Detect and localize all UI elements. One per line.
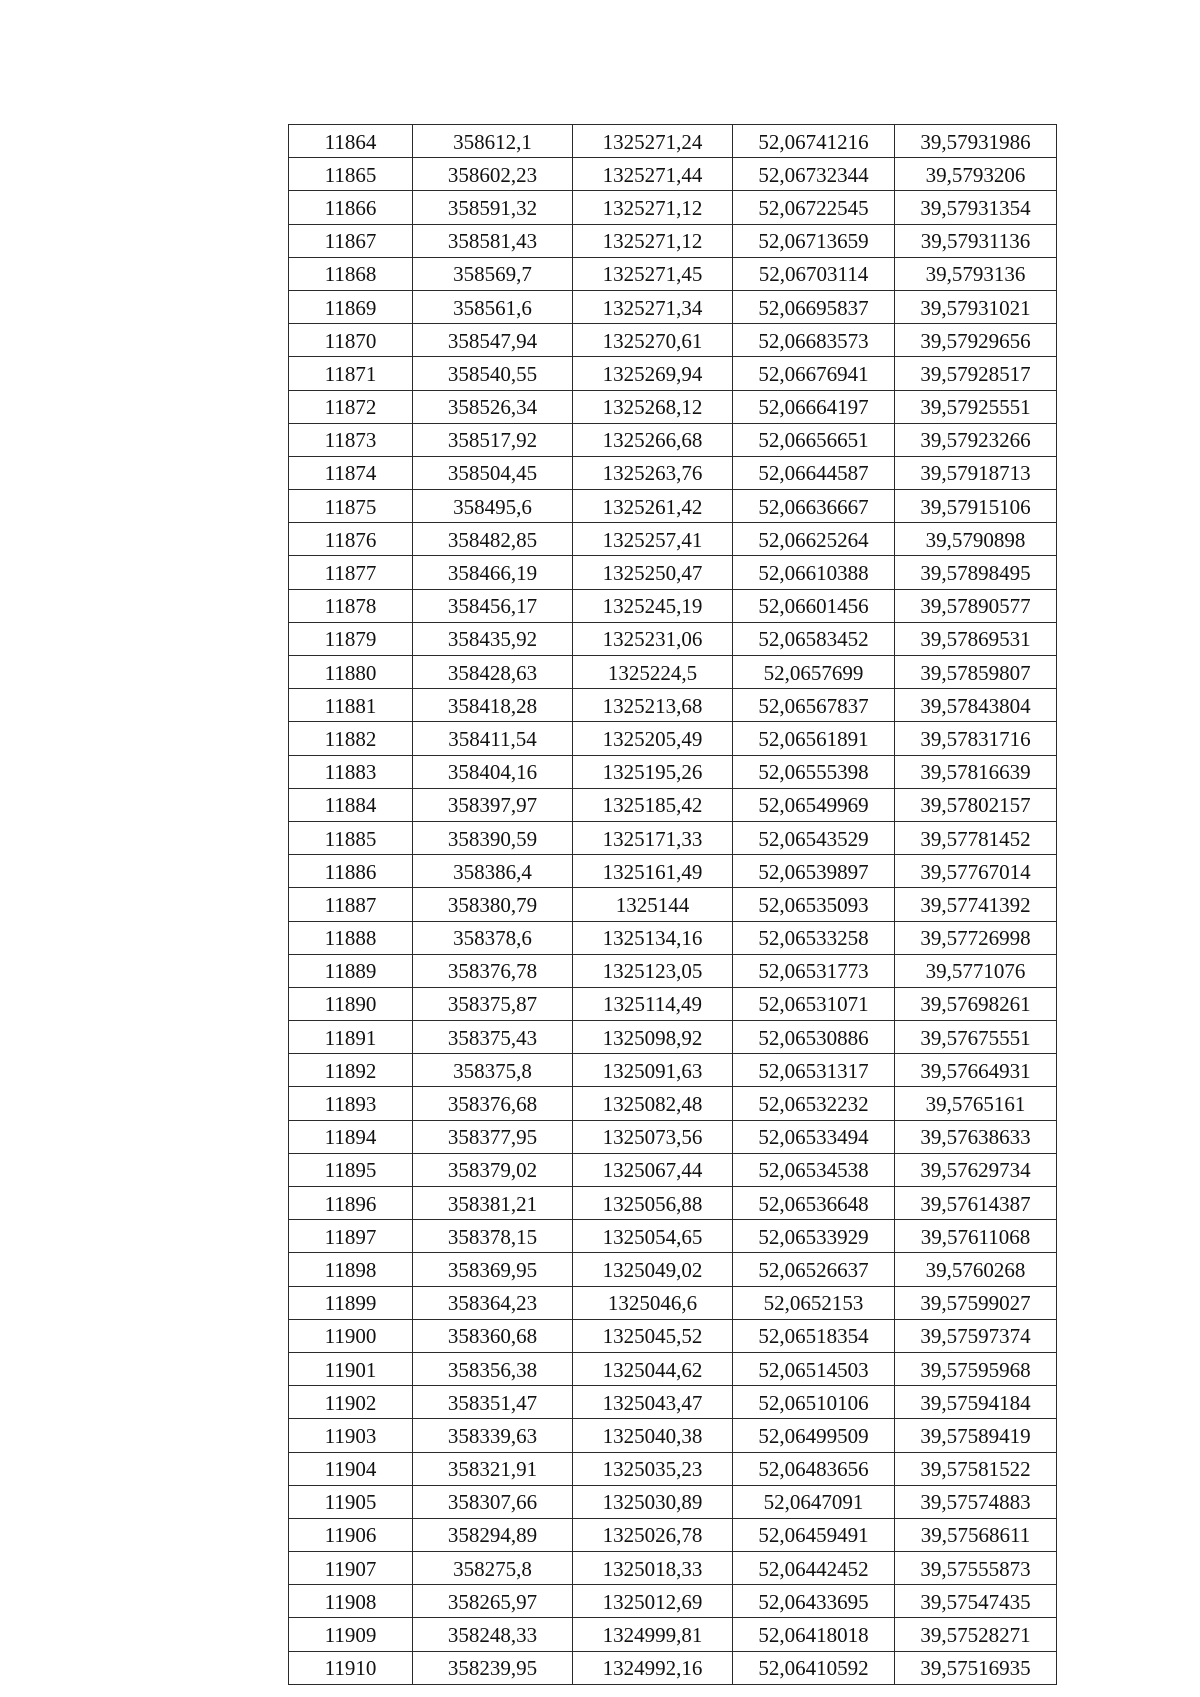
point-number-cell: 11887 [289, 888, 413, 921]
y-coordinate-cell: 1325035,23 [573, 1452, 733, 1485]
latitude-cell: 52,06531317 [733, 1054, 895, 1087]
latitude-cell: 52,06683573 [733, 324, 895, 357]
x-coordinate-cell: 358466,19 [413, 556, 573, 589]
table-row [289, 290, 1057, 323]
point-number-cell: 11888 [289, 921, 413, 954]
table-row [289, 1153, 1057, 1186]
latitude-cell: 52,06656651 [733, 423, 895, 456]
y-coordinate-cell: 1324992,16 [573, 1651, 733, 1684]
table-row [289, 158, 1057, 191]
point-number-cell: 11903 [289, 1419, 413, 1452]
point-number-cell: 11897 [289, 1220, 413, 1253]
y-coordinate-cell: 1325046,6 [573, 1286, 733, 1319]
point-number-cell: 11906 [289, 1518, 413, 1551]
y-coordinate-cell: 1325098,92 [573, 1021, 733, 1054]
latitude-cell: 52,06610388 [733, 556, 895, 589]
latitude-cell: 52,06567837 [733, 689, 895, 722]
table-row [289, 689, 1057, 722]
x-coordinate-cell: 358380,79 [413, 888, 573, 921]
x-coordinate-cell: 358248,33 [413, 1618, 573, 1651]
longitude-cell: 39,57898495 [895, 556, 1057, 589]
x-coordinate-cell: 358602,23 [413, 158, 573, 191]
longitude-cell: 39,5793206 [895, 158, 1057, 191]
table-row [289, 656, 1057, 689]
table-row [289, 1386, 1057, 1419]
y-coordinate-cell: 1325045,52 [573, 1319, 733, 1352]
x-coordinate-cell: 358265,97 [413, 1585, 573, 1618]
point-number-cell: 11899 [289, 1286, 413, 1319]
y-coordinate-cell: 1325271,12 [573, 224, 733, 257]
longitude-cell: 39,57931136 [895, 224, 1057, 257]
longitude-cell: 39,57629734 [895, 1153, 1057, 1186]
y-coordinate-cell: 1325269,94 [573, 357, 733, 390]
x-coordinate-cell: 358397,97 [413, 788, 573, 821]
y-coordinate-cell: 1325213,68 [573, 689, 733, 722]
y-coordinate-cell: 1325171,33 [573, 821, 733, 854]
latitude-cell: 52,06664197 [733, 390, 895, 423]
x-coordinate-cell: 358351,47 [413, 1386, 573, 1419]
table-row [289, 1021, 1057, 1054]
table-row [289, 523, 1057, 556]
y-coordinate-cell: 1325056,88 [573, 1187, 733, 1220]
y-coordinate-cell: 1325044,62 [573, 1352, 733, 1385]
x-coordinate-cell: 358307,66 [413, 1485, 573, 1518]
latitude-cell: 52,06741216 [733, 125, 895, 158]
point-number-cell: 11907 [289, 1552, 413, 1585]
latitude-cell: 52,06549969 [733, 788, 895, 821]
longitude-cell: 39,57581522 [895, 1452, 1057, 1485]
longitude-cell: 39,57915106 [895, 490, 1057, 523]
longitude-cell: 39,57574883 [895, 1485, 1057, 1518]
latitude-cell: 52,06534538 [733, 1153, 895, 1186]
table-row [289, 324, 1057, 357]
x-coordinate-cell: 358369,95 [413, 1253, 573, 1286]
y-coordinate-cell: 1325040,38 [573, 1419, 733, 1452]
coordinates-table-body [289, 125, 1057, 1685]
latitude-cell: 52,06418018 [733, 1618, 895, 1651]
point-number-cell: 11886 [289, 855, 413, 888]
x-coordinate-cell: 358456,17 [413, 589, 573, 622]
latitude-cell: 52,06483656 [733, 1452, 895, 1485]
x-coordinate-cell: 358360,68 [413, 1319, 573, 1352]
table-row [289, 390, 1057, 423]
point-number-cell: 11894 [289, 1120, 413, 1153]
y-coordinate-cell: 1325012,69 [573, 1585, 733, 1618]
point-number-cell: 11873 [289, 423, 413, 456]
longitude-cell: 39,57547435 [895, 1585, 1057, 1618]
point-number-cell: 11878 [289, 589, 413, 622]
point-number-cell: 11870 [289, 324, 413, 357]
latitude-cell: 52,06543529 [733, 821, 895, 854]
x-coordinate-cell: 358356,38 [413, 1352, 573, 1385]
longitude-cell: 39,57568611 [895, 1518, 1057, 1551]
y-coordinate-cell: 1325144 [573, 888, 733, 921]
point-number-cell: 11909 [289, 1618, 413, 1651]
longitude-cell: 39,57589419 [895, 1419, 1057, 1452]
latitude-cell: 52,06531071 [733, 987, 895, 1020]
latitude-cell: 52,06518354 [733, 1319, 895, 1352]
x-coordinate-cell: 358339,63 [413, 1419, 573, 1452]
y-coordinate-cell: 1325114,49 [573, 987, 733, 1020]
longitude-cell: 39,57831716 [895, 722, 1057, 755]
y-coordinate-cell: 1325185,42 [573, 788, 733, 821]
table-row [289, 191, 1057, 224]
x-coordinate-cell: 358386,4 [413, 855, 573, 888]
y-coordinate-cell: 1325123,05 [573, 954, 733, 987]
latitude-cell: 52,06695837 [733, 290, 895, 323]
x-coordinate-cell: 358435,92 [413, 622, 573, 655]
point-number-cell: 11871 [289, 357, 413, 390]
y-coordinate-cell: 1325268,12 [573, 390, 733, 423]
point-number-cell: 11893 [289, 1087, 413, 1120]
longitude-cell: 39,57925551 [895, 390, 1057, 423]
longitude-cell: 39,5771076 [895, 954, 1057, 987]
table-row [289, 125, 1057, 158]
y-coordinate-cell: 1325270,61 [573, 324, 733, 357]
x-coordinate-cell: 358321,91 [413, 1452, 573, 1485]
x-coordinate-cell: 358375,43 [413, 1021, 573, 1054]
table-row [289, 1585, 1057, 1618]
longitude-cell: 39,57741392 [895, 888, 1057, 921]
x-coordinate-cell: 358294,89 [413, 1518, 573, 1551]
longitude-cell: 39,5790898 [895, 523, 1057, 556]
longitude-cell: 39,57599027 [895, 1286, 1057, 1319]
table-row [289, 1452, 1057, 1485]
table-row [289, 788, 1057, 821]
latitude-cell: 52,06531773 [733, 954, 895, 987]
x-coordinate-cell: 358376,68 [413, 1087, 573, 1120]
table-row [289, 855, 1057, 888]
longitude-cell: 39,5793136 [895, 257, 1057, 290]
latitude-cell: 52,06636667 [733, 490, 895, 523]
point-number-cell: 11883 [289, 755, 413, 788]
point-number-cell: 11869 [289, 290, 413, 323]
point-number-cell: 11872 [289, 390, 413, 423]
point-number-cell: 11879 [289, 622, 413, 655]
point-number-cell: 11898 [289, 1253, 413, 1286]
latitude-cell: 52,06433695 [733, 1585, 895, 1618]
point-number-cell: 11890 [289, 987, 413, 1020]
x-coordinate-cell: 358526,34 [413, 390, 573, 423]
point-number-cell: 11905 [289, 1485, 413, 1518]
latitude-cell: 52,06533494 [733, 1120, 895, 1153]
table-row [289, 224, 1057, 257]
latitude-cell: 52,06499509 [733, 1419, 895, 1452]
y-coordinate-cell: 1325250,47 [573, 556, 733, 589]
table-row [289, 1352, 1057, 1385]
y-coordinate-cell: 1325195,26 [573, 755, 733, 788]
y-coordinate-cell: 1325271,44 [573, 158, 733, 191]
table-row [289, 888, 1057, 921]
table-row [289, 556, 1057, 589]
latitude-cell: 52,06533929 [733, 1220, 895, 1253]
x-coordinate-cell: 358428,63 [413, 656, 573, 689]
latitude-cell: 52,0652153 [733, 1286, 895, 1319]
longitude-cell: 39,57923266 [895, 423, 1057, 456]
x-coordinate-cell: 358377,95 [413, 1120, 573, 1153]
table-row [289, 1054, 1057, 1087]
x-coordinate-cell: 358239,95 [413, 1651, 573, 1684]
y-coordinate-cell: 1325161,49 [573, 855, 733, 888]
x-coordinate-cell: 358275,8 [413, 1552, 573, 1585]
y-coordinate-cell: 1325224,5 [573, 656, 733, 689]
longitude-cell: 39,57528271 [895, 1618, 1057, 1651]
latitude-cell: 52,06539897 [733, 855, 895, 888]
latitude-cell: 52,06601456 [733, 589, 895, 622]
table-row [289, 1087, 1057, 1120]
longitude-cell: 39,57767014 [895, 855, 1057, 888]
latitude-cell: 52,06583452 [733, 622, 895, 655]
point-number-cell: 11868 [289, 257, 413, 290]
table-row [289, 921, 1057, 954]
table-row [289, 1220, 1057, 1253]
y-coordinate-cell: 1325026,78 [573, 1518, 733, 1551]
x-coordinate-cell: 358364,23 [413, 1286, 573, 1319]
y-coordinate-cell: 1325030,89 [573, 1485, 733, 1518]
table-row [289, 1187, 1057, 1220]
longitude-cell: 39,57931986 [895, 125, 1057, 158]
point-number-cell: 11901 [289, 1352, 413, 1385]
point-number-cell: 11864 [289, 125, 413, 158]
table-row [289, 456, 1057, 489]
point-number-cell: 11891 [289, 1021, 413, 1054]
latitude-cell: 52,06713659 [733, 224, 895, 257]
latitude-cell: 52,06703114 [733, 257, 895, 290]
x-coordinate-cell: 358418,28 [413, 689, 573, 722]
point-number-cell: 11885 [289, 821, 413, 854]
x-coordinate-cell: 358504,45 [413, 456, 573, 489]
longitude-cell: 39,57595968 [895, 1352, 1057, 1385]
table-row [289, 1552, 1057, 1585]
y-coordinate-cell: 1325245,19 [573, 589, 733, 622]
y-coordinate-cell: 1325266,68 [573, 423, 733, 456]
longitude-cell: 39,57929656 [895, 324, 1057, 357]
table-row [289, 821, 1057, 854]
table-row [289, 1618, 1057, 1651]
latitude-cell: 52,06644587 [733, 456, 895, 489]
table-row [289, 1319, 1057, 1352]
table-row [289, 423, 1057, 456]
latitude-cell: 52,06530886 [733, 1021, 895, 1054]
table-row [289, 1485, 1057, 1518]
x-coordinate-cell: 358381,21 [413, 1187, 573, 1220]
longitude-cell: 39,57614387 [895, 1187, 1057, 1220]
longitude-cell: 39,5760268 [895, 1253, 1057, 1286]
latitude-cell: 52,06510106 [733, 1386, 895, 1419]
longitude-cell: 39,57918713 [895, 456, 1057, 489]
point-number-cell: 11889 [289, 954, 413, 987]
longitude-cell: 39,57931021 [895, 290, 1057, 323]
longitude-cell: 39,57802157 [895, 788, 1057, 821]
longitude-cell: 39,5765161 [895, 1087, 1057, 1120]
table-row [289, 357, 1057, 390]
x-coordinate-cell: 358569,7 [413, 257, 573, 290]
y-coordinate-cell: 1325091,63 [573, 1054, 733, 1087]
point-number-cell: 11865 [289, 158, 413, 191]
latitude-cell: 52,06676941 [733, 357, 895, 390]
table-row [289, 755, 1057, 788]
coordinates-table [288, 124, 1057, 1685]
latitude-cell: 52,0657699 [733, 656, 895, 689]
x-coordinate-cell: 358376,78 [413, 954, 573, 987]
table-row [289, 954, 1057, 987]
longitude-cell: 39,57555873 [895, 1552, 1057, 1585]
x-coordinate-cell: 358540,55 [413, 357, 573, 390]
point-number-cell: 11896 [289, 1187, 413, 1220]
longitude-cell: 39,57516935 [895, 1651, 1057, 1684]
table-row [289, 1120, 1057, 1153]
table-row [289, 722, 1057, 755]
point-number-cell: 11908 [289, 1585, 413, 1618]
point-number-cell: 11867 [289, 224, 413, 257]
longitude-cell: 39,57781452 [895, 821, 1057, 854]
x-coordinate-cell: 358375,87 [413, 987, 573, 1020]
x-coordinate-cell: 358495,6 [413, 490, 573, 523]
y-coordinate-cell: 1325067,44 [573, 1153, 733, 1186]
y-coordinate-cell: 1325049,02 [573, 1253, 733, 1286]
longitude-cell: 39,57928517 [895, 357, 1057, 390]
y-coordinate-cell: 1325231,06 [573, 622, 733, 655]
table-row [289, 1253, 1057, 1286]
x-coordinate-cell: 358547,94 [413, 324, 573, 357]
x-coordinate-cell: 358379,02 [413, 1153, 573, 1186]
longitude-cell: 39,57698261 [895, 987, 1057, 1020]
x-coordinate-cell: 358581,43 [413, 224, 573, 257]
point-number-cell: 11884 [289, 788, 413, 821]
longitude-cell: 39,57931354 [895, 191, 1057, 224]
x-coordinate-cell: 358612,1 [413, 125, 573, 158]
latitude-cell: 52,06732344 [733, 158, 895, 191]
y-coordinate-cell: 1325261,42 [573, 490, 733, 523]
longitude-cell: 39,57859807 [895, 656, 1057, 689]
y-coordinate-cell: 1325134,16 [573, 921, 733, 954]
y-coordinate-cell: 1325271,34 [573, 290, 733, 323]
point-number-cell: 11910 [289, 1651, 413, 1684]
point-number-cell: 11900 [289, 1319, 413, 1352]
latitude-cell: 52,06459491 [733, 1518, 895, 1551]
table-row [289, 622, 1057, 655]
y-coordinate-cell: 1324999,81 [573, 1618, 733, 1651]
y-coordinate-cell: 1325082,48 [573, 1087, 733, 1120]
y-coordinate-cell: 1325257,41 [573, 523, 733, 556]
x-coordinate-cell: 358378,6 [413, 921, 573, 954]
point-number-cell: 11881 [289, 689, 413, 722]
x-coordinate-cell: 358411,54 [413, 722, 573, 755]
y-coordinate-cell: 1325205,49 [573, 722, 733, 755]
latitude-cell: 52,06410592 [733, 1651, 895, 1684]
y-coordinate-cell: 1325043,47 [573, 1386, 733, 1419]
y-coordinate-cell: 1325271,12 [573, 191, 733, 224]
longitude-cell: 39,57594184 [895, 1386, 1057, 1419]
point-number-cell: 11866 [289, 191, 413, 224]
longitude-cell: 39,57869531 [895, 622, 1057, 655]
latitude-cell: 52,06442452 [733, 1552, 895, 1585]
x-coordinate-cell: 358404,16 [413, 755, 573, 788]
latitude-cell: 52,06625264 [733, 523, 895, 556]
latitude-cell: 52,06514503 [733, 1352, 895, 1385]
latitude-cell: 52,06536648 [733, 1187, 895, 1220]
longitude-cell: 39,57664931 [895, 1054, 1057, 1087]
y-coordinate-cell: 1325054,65 [573, 1220, 733, 1253]
latitude-cell: 52,06535093 [733, 888, 895, 921]
longitude-cell: 39,57726998 [895, 921, 1057, 954]
y-coordinate-cell: 1325073,56 [573, 1120, 733, 1153]
table-row [289, 987, 1057, 1020]
x-coordinate-cell: 358390,59 [413, 821, 573, 854]
point-number-cell: 11877 [289, 556, 413, 589]
point-number-cell: 11882 [289, 722, 413, 755]
longitude-cell: 39,57816639 [895, 755, 1057, 788]
x-coordinate-cell: 358378,15 [413, 1220, 573, 1253]
longitude-cell: 39,57890577 [895, 589, 1057, 622]
longitude-cell: 39,57611068 [895, 1220, 1057, 1253]
x-coordinate-cell: 358517,92 [413, 423, 573, 456]
point-number-cell: 11904 [289, 1452, 413, 1485]
longitude-cell: 39,57638633 [895, 1120, 1057, 1153]
table-row [289, 1518, 1057, 1551]
point-number-cell: 11895 [289, 1153, 413, 1186]
latitude-cell: 52,06533258 [733, 921, 895, 954]
latitude-cell: 52,06722545 [733, 191, 895, 224]
point-number-cell: 11902 [289, 1386, 413, 1419]
latitude-cell: 52,06532232 [733, 1087, 895, 1120]
point-number-cell: 11874 [289, 456, 413, 489]
y-coordinate-cell: 1325271,45 [573, 257, 733, 290]
table-row [289, 589, 1057, 622]
table-row [289, 1419, 1057, 1452]
x-coordinate-cell: 358482,85 [413, 523, 573, 556]
y-coordinate-cell: 1325263,76 [573, 456, 733, 489]
point-number-cell: 11876 [289, 523, 413, 556]
y-coordinate-cell: 1325018,33 [573, 1552, 733, 1585]
longitude-cell: 39,57675551 [895, 1021, 1057, 1054]
table-row [289, 1651, 1057, 1684]
table-row [289, 257, 1057, 290]
point-number-cell: 11892 [289, 1054, 413, 1087]
y-coordinate-cell: 1325271,24 [573, 125, 733, 158]
longitude-cell: 39,57597374 [895, 1319, 1057, 1352]
latitude-cell: 52,0647091 [733, 1485, 895, 1518]
x-coordinate-cell: 358375,8 [413, 1054, 573, 1087]
x-coordinate-cell: 358561,6 [413, 290, 573, 323]
latitude-cell: 52,06561891 [733, 722, 895, 755]
table-row [289, 490, 1057, 523]
latitude-cell: 52,06526637 [733, 1253, 895, 1286]
longitude-cell: 39,57843804 [895, 689, 1057, 722]
point-number-cell: 11880 [289, 656, 413, 689]
latitude-cell: 52,06555398 [733, 755, 895, 788]
table-row [289, 1286, 1057, 1319]
point-number-cell: 11875 [289, 490, 413, 523]
x-coordinate-cell: 358591,32 [413, 191, 573, 224]
